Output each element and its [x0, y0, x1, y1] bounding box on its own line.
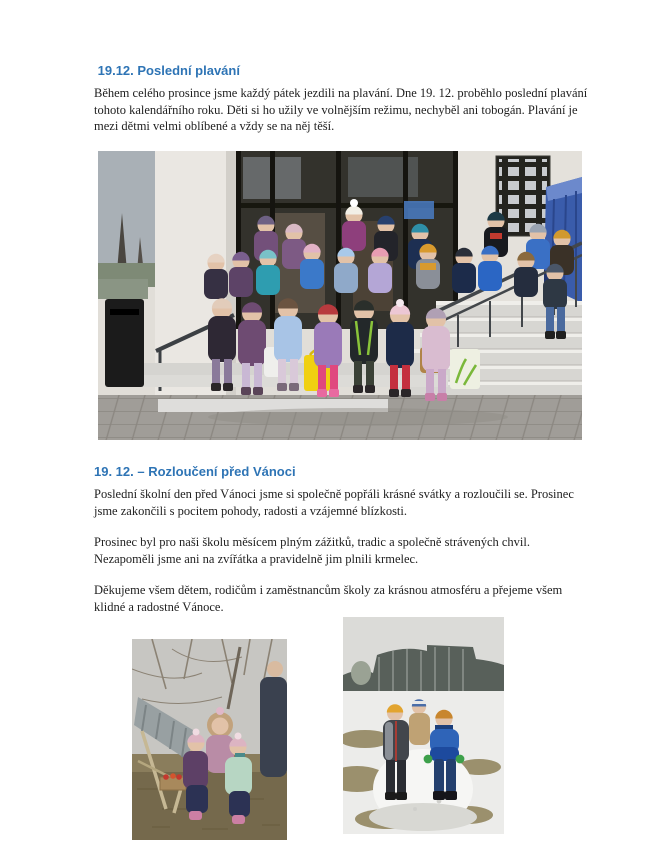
section-plavani	[94, 63, 588, 150]
paragraph-rozlouceni-1: Poslední školní den před Vánoci jsme si společně popřáli krásné svátky a rozloučili se. Prosinec jsme zakončili s pocitem pohody, radosti a vzájemné blízkosti.	[94, 487, 574, 518]
photo-children-bird-feeder	[132, 639, 287, 840]
poster-board	[496, 156, 550, 236]
adult-figure	[260, 661, 287, 777]
bird-feeder-illustration	[132, 639, 287, 840]
paragraph-rozlouceni-3: Děkujeme všem dětem, rodičům i zaměstnancům školy za krásnou atmosféru a přejeme všem klidné a radostné Vánoce.	[94, 583, 563, 614]
trash-bin	[105, 299, 144, 387]
heading-rozlouceni: 19. 12. – Rozloučení před Vánoci	[94, 464, 296, 479]
section-rozlouceni	[94, 464, 588, 630]
pool-entrance-illustration	[98, 151, 582, 440]
snow-field-illustration	[343, 617, 504, 834]
photo-children-pool-entrance	[98, 151, 582, 440]
green-print-bag	[450, 349, 480, 389]
photo-children-snow-field	[343, 617, 504, 834]
paragraph-plavani: Během celého prosince jsme každý pátek jezdili na plavání. Dne 19. 12. proběhlo poslední plavání tohoto kalendářního roku. Děti si ho užily ve volnějším režimu, nechyběl ani tobogán. Plavání je mezi dětmi velmi oblíbené a vždy se na něj těší.	[94, 86, 588, 133]
paragraph-rozlouceni-2: Prosinec byl pro naši školu měsícem plným zážitků, tradic a společně strávených chvil. Nezapoměli jsme ani na zvířátka a pravidelně jim plnili krmelec.	[94, 535, 530, 566]
heading-plavani: 19.12. Poslední plavání	[94, 63, 240, 78]
pool-sign	[404, 201, 434, 219]
